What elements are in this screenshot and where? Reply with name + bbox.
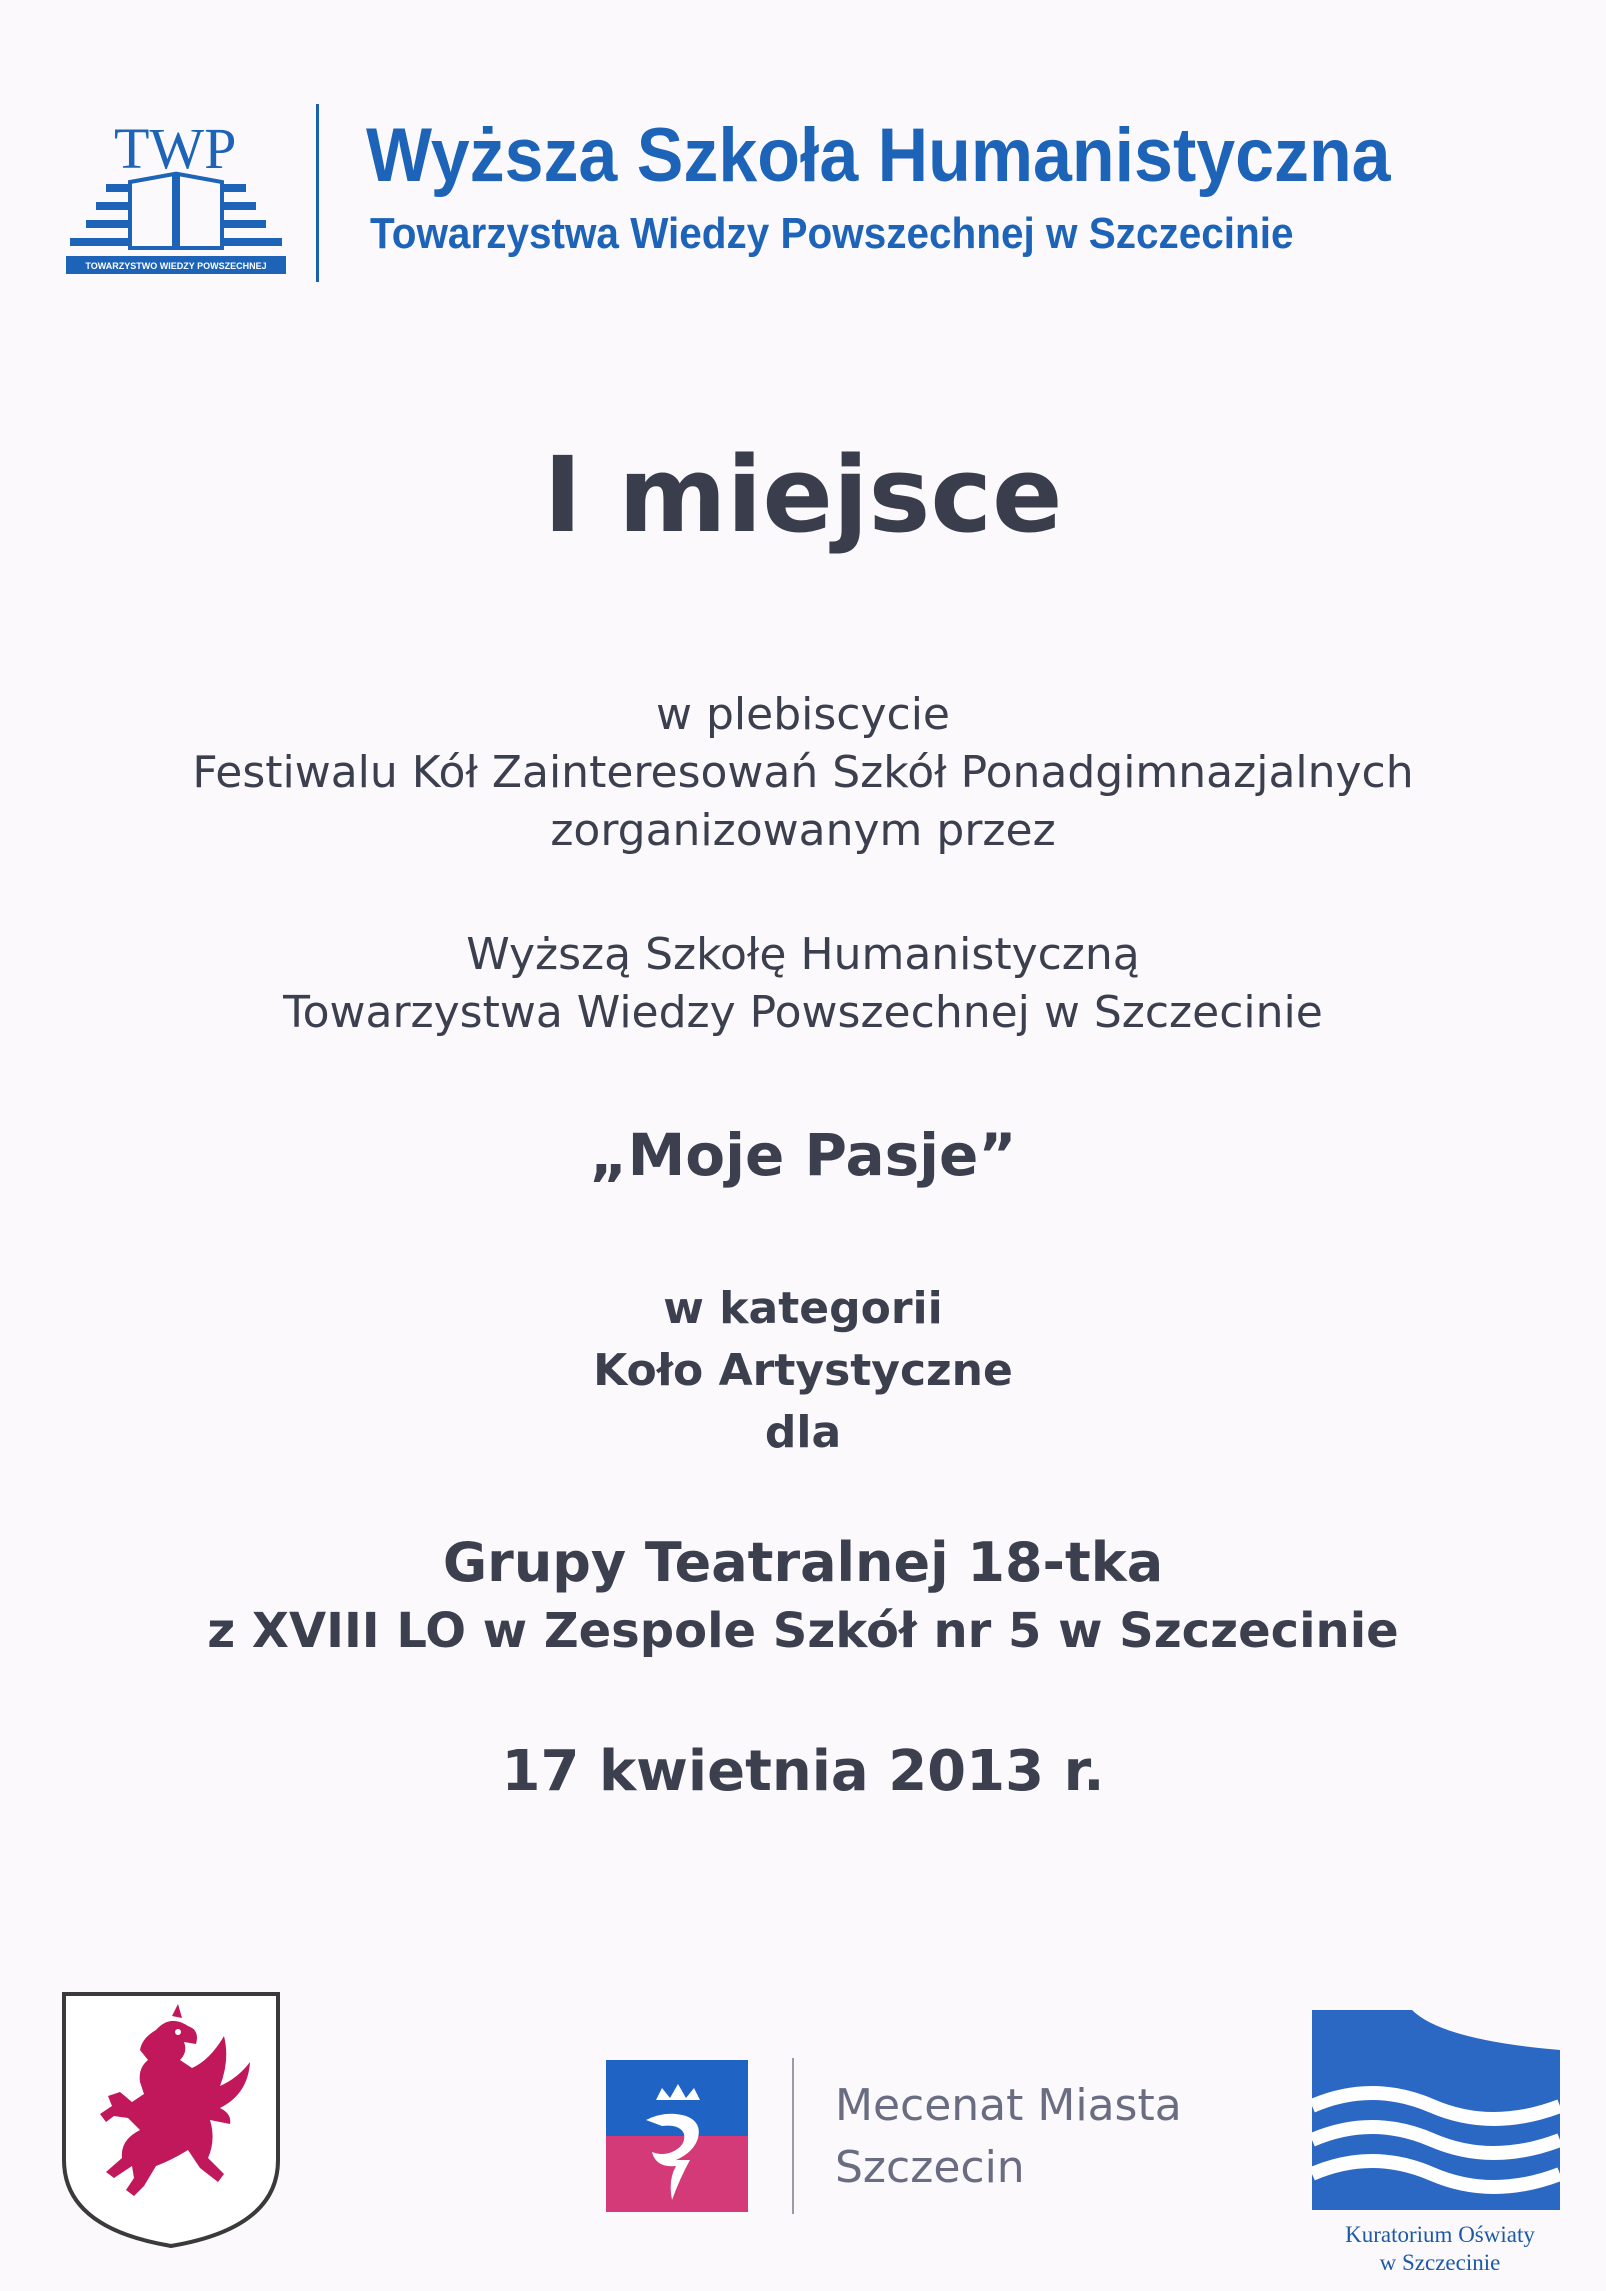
plebiscite-line: w plebiscycie [656, 689, 950, 740]
header-divider [316, 104, 319, 282]
category-name: Koło Artystyczne [593, 1345, 1013, 1396]
city-patron-line2: Szczecin [835, 2142, 1025, 2193]
recipient-school: z XVIII LO w Zespole Szkół nr 5 w Szczecinie [207, 1603, 1399, 1659]
szczecin-city-logo-icon [606, 2060, 748, 2212]
griffin-coat-of-arms-icon [60, 1990, 282, 2250]
award-date: 17 kwietnia 2013 r. [501, 1739, 1105, 1804]
event-name: „Moje Pasje” [589, 1121, 1017, 1189]
organizer-society-line: Towarzystwa Wiedzy Powszechnej w Szczecinie [283, 987, 1323, 1038]
category-intro: w kategorii [663, 1283, 943, 1334]
city-divider [792, 2058, 794, 2214]
for-line: dla [764, 1407, 842, 1458]
kuratorium-logo-icon [1312, 2010, 1560, 2210]
institution-subtitle: Towarzystwa Wiedzy Powszechnej w Szczecinie [370, 209, 1294, 258]
institution-title: Wyższa Szkoła Humanistyczna [366, 113, 1391, 198]
place-heading: I miejsce [543, 434, 1063, 556]
logo-monogram: TWP [114, 116, 237, 181]
organized-by-line: zorganizowanym przez [550, 805, 1056, 856]
festival-line: Festiwalu Kół Zainteresowań Szkół Ponadgimnazjalnych [192, 747, 1414, 798]
twp-logo [66, 110, 286, 280]
city-patron-line1: Mecenat Miasta [835, 2080, 1182, 2131]
logo-caption: TOWARZYSTWO WIEDZY POWSZECHNEJ [85, 261, 267, 271]
kuratorium-line1: Kuratorium Oświaty [1345, 2222, 1535, 2247]
recipient-name: Grupy Teatralnej 18-tka [442, 1531, 1164, 1594]
organizer-name-line: Wyższą Szkołę Humanistyczną [466, 929, 1140, 980]
kuratorium-line2: w Szczecinie [1379, 2250, 1501, 2275]
